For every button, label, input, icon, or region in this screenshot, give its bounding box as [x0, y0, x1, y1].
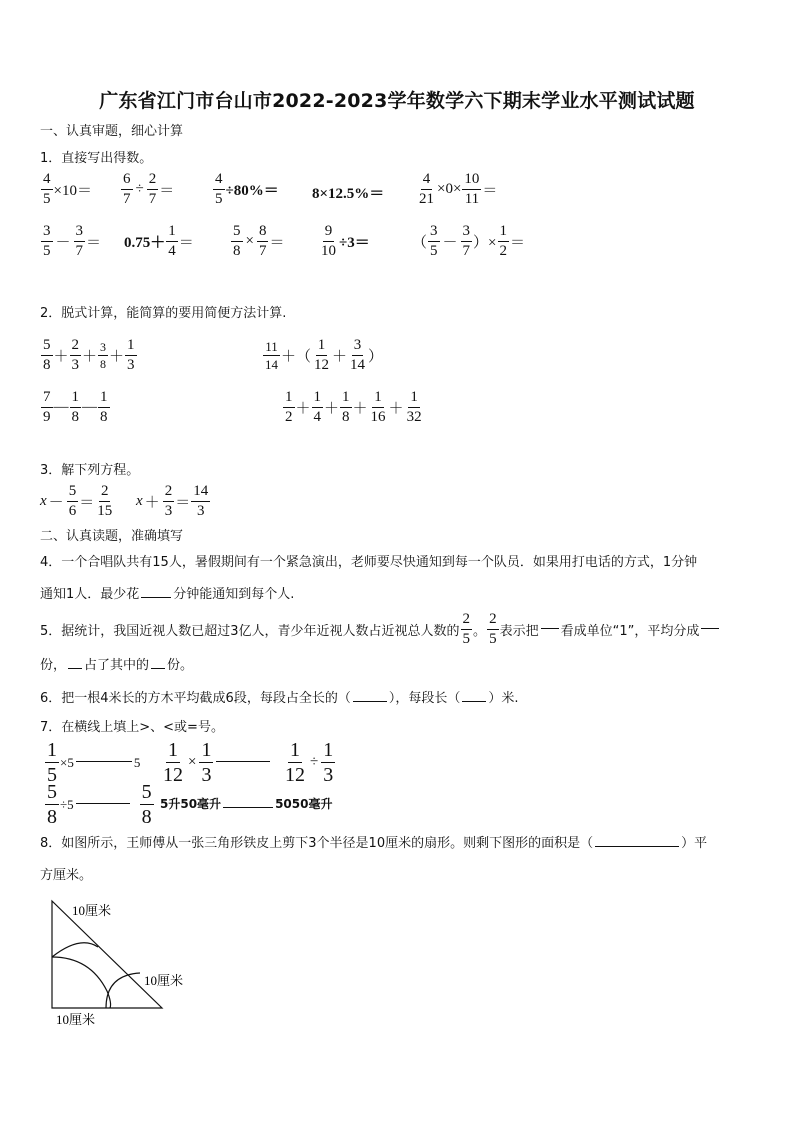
question-2-label: 2．脱式计算，能简算的要用简便方法计算.	[40, 306, 287, 321]
answer-blank[interactable]	[76, 802, 130, 804]
label-left: 10厘米	[72, 903, 112, 918]
question-7-label: 7．在横线上填上>、<或=号。	[40, 720, 224, 735]
triangle-sectors-figure	[40, 895, 210, 1035]
q3-equation-a: x － $\frac{5}{6}$ ＝ $\frac{2}{15}$	[40, 483, 113, 519]
q1-item-7: 0.75＋ $\frac{1}{4}$ ＝	[124, 223, 194, 259]
question-5-line-1: 5．据统计，我国近视人数已超过3亿人，青少年近视人数占近视总人数的 $\frac{2}{5}$ 。 $\frac{2}{5}$ 表示把 看成单位“1”，平均分成	[40, 612, 721, 647]
question-4-line-1: 4．一个合唱队共有15人，暑假期间有一个紧急演出，老师要尽快通知到每一个队员．如果用打电话的方式，1分钟	[40, 555, 698, 570]
answer-blank[interactable]	[223, 806, 273, 808]
fraction: $\frac{4}{5}$	[43, 171, 51, 207]
q1-item-8: $\frac{5}{8}$ × $\frac{8}{7}$ ＝	[233, 223, 285, 259]
q1-item-3: $\frac{4}{5}$ ÷80%＝	[215, 171, 279, 207]
question-8-line-1: 8．如图所示，王师傅从一张三角形铁皮上剪下3个半径是10厘米的扇形。则剩下图形的面积是（ ）平	[40, 836, 708, 851]
page-title: 广东省江门市台山市2022-2023学年数学六下期末学业水平测试试题	[99, 90, 695, 112]
q1-item-5: $\frac{4}{21}$ ×0× $\frac{10}{11}$ ＝	[419, 171, 498, 207]
answer-blank[interactable]	[541, 627, 559, 629]
sector-arc-top	[52, 943, 98, 957]
answer-blank[interactable]	[68, 667, 82, 669]
q2-item-c: $\frac{7}{9}$ — $\frac{1}{8}$ — $\frac{1}{8}$	[43, 389, 108, 425]
q1-item-4: 8×12.5%＝	[312, 186, 385, 202]
q2-item-b: $\frac{11}{14}$ ＋（ $\frac{1}{12}$ ＋ $\frac{3}{14}$ ）	[265, 337, 384, 373]
q7-compare-c: $\frac{1}{12}$ ÷ $\frac{1}{3}$	[285, 739, 334, 786]
q1-item-9: $\frac{9}{10}$ ÷3＝	[321, 223, 370, 259]
q1-item-10: （ $\frac{3}{5}$ － $\frac{3}{7}$ ）× $\frac{1}{2}$ ＝	[412, 223, 526, 259]
q7-compare-d: $\frac{5}{8}$ ÷5 $\frac{5}{8}$	[47, 781, 152, 828]
answer-blank[interactable]	[141, 596, 171, 598]
q1-item-2: $\frac{6}{7}$ ÷ $\frac{2}{7}$ ＝	[123, 171, 175, 207]
question-1-label: 1．直接写出得数。	[40, 151, 153, 166]
q7-compare-a: $\frac{1}{5}$ ×5 5	[47, 739, 141, 786]
sector-arc-left	[52, 957, 111, 1008]
q2-item-d: $\frac{1}{2}$ ＋ $\frac{1}{4}$ ＋ $\frac{1}{8}$ ＋ $\frac{1}{16}$ ＋ $\frac{1}{32}$	[285, 389, 422, 425]
answer-blank[interactable]	[595, 845, 679, 847]
label-bottom: 10厘米	[56, 1012, 96, 1027]
question-5-line-2: 份， 占了其中的 份。	[40, 658, 194, 673]
section-heading-1: 一、认真审题，细心计算	[40, 124, 184, 139]
answer-blank[interactable]	[216, 760, 270, 762]
question-8-line-2: 方厘米。	[40, 868, 93, 883]
q1-item-1: $\frac{4}{5}$ ×10＝	[43, 171, 92, 207]
q3-equation-b: x ＋ $\frac{2}{3}$ ＝ $\frac{14}{3}$	[136, 483, 209, 519]
section-heading-2: 二、认真读题，准确填写	[40, 529, 184, 544]
q2-item-a: $\frac{5}{8}$ ＋ $\frac{2}{3}$ ＋ $\frac{3}{8}$ ＋ $\frac{1}{3}$	[43, 337, 135, 373]
q1-item-6: $\frac{3}{5}$ － $\frac{3}{7}$ ＝	[43, 223, 102, 259]
answer-blank[interactable]	[76, 760, 132, 762]
question-6: 6．把一根4米长的方木平均截成6段，每段占全长的（ ），每段长（ ）米.	[40, 691, 519, 706]
q7-compare-f: 5升50毫升 5050毫升	[160, 797, 333, 811]
answer-blank[interactable]	[353, 700, 387, 702]
q7-compare-b: $\frac{1}{12}$ × $\frac{1}{3}$	[160, 740, 272, 785]
question-3-label: 3．解下列方程。	[40, 463, 140, 478]
answer-blank[interactable]	[701, 627, 719, 629]
question-4-line-2: 通知1人．最少花 分钟能通知到每个人.	[40, 587, 295, 602]
label-right: 10厘米	[144, 973, 184, 988]
sector-arc-right	[106, 973, 140, 1008]
answer-blank[interactable]	[462, 700, 486, 702]
answer-blank[interactable]	[151, 667, 165, 669]
